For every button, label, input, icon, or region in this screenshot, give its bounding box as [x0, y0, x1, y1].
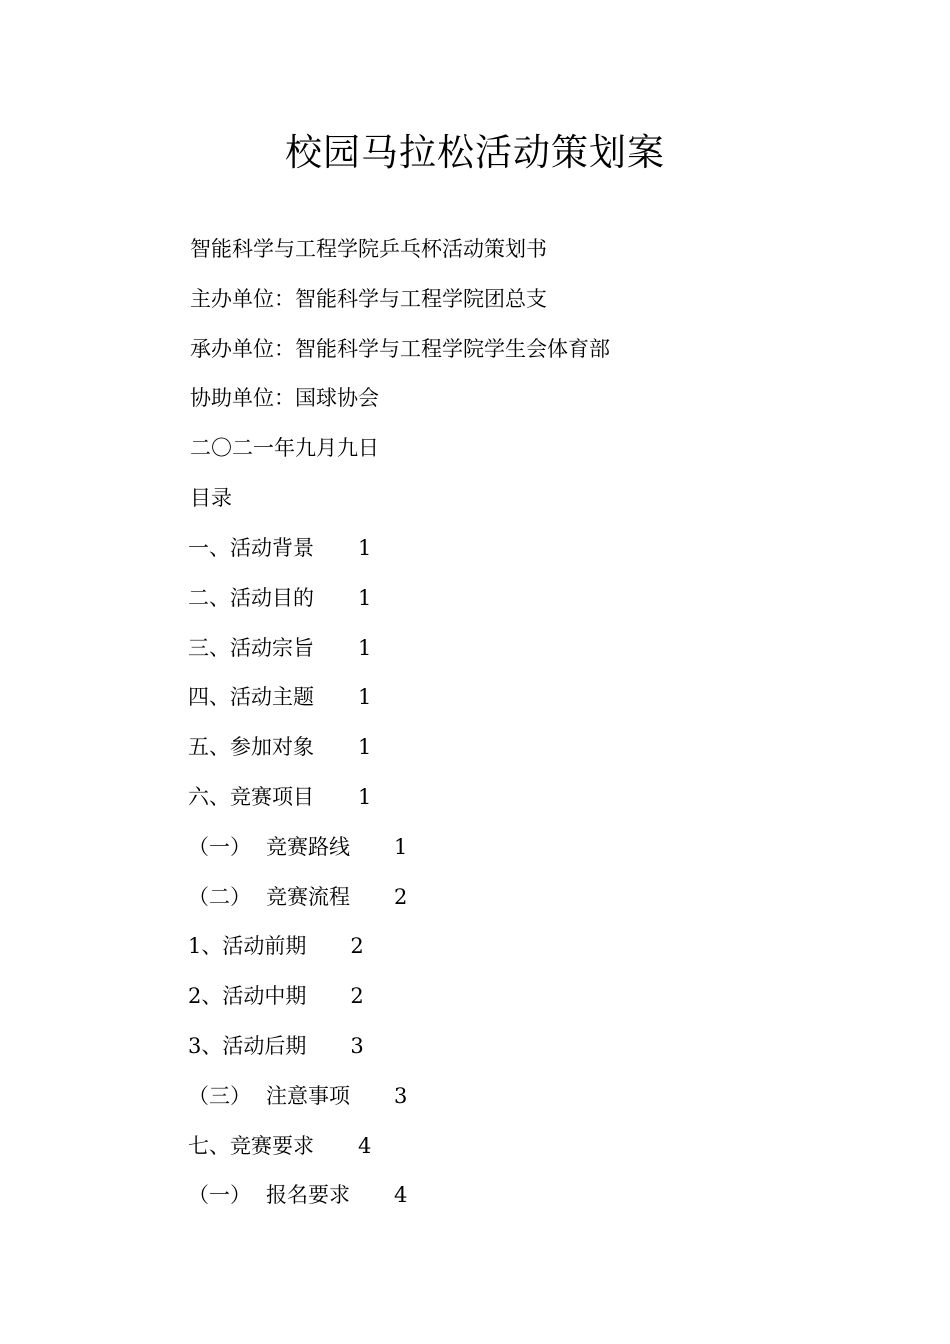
toc-item[interactable]: 六、竞赛项目 1	[188, 773, 888, 823]
assistant-line: 协助单位：国球协会	[190, 386, 379, 411]
toc-page-number: 1	[394, 834, 408, 859]
toc-page-number: 1	[358, 585, 372, 610]
subtitle-line: 智能科学与工程学院乒乓杯活动策划书	[190, 237, 547, 261]
toc-page-number: 4	[358, 1133, 372, 1158]
toc-heading: 目录	[190, 485, 232, 510]
toc-item[interactable]: 一、活动背景 1	[188, 524, 888, 574]
organizer-line: 主办单位：智能科学与工程学院团总支	[190, 286, 547, 311]
toc-item[interactable]: 2、活动中期 2	[188, 972, 888, 1022]
date-line: 二〇二一年九月九日	[190, 436, 379, 461]
toc-item[interactable]: 四、活动主题 1	[188, 673, 888, 723]
toc-item[interactable]: 1、活动前期 2	[188, 922, 888, 972]
toc-page-number: 2	[350, 984, 364, 1009]
toc-item[interactable]: 七、竞赛要求 4	[188, 1122, 888, 1172]
toc-item[interactable]: （一） 报名要求 4	[188, 1171, 888, 1221]
toc-page-number: 1	[358, 685, 372, 710]
toc-page-number: 1	[358, 536, 372, 560]
toc-page-number: 4	[394, 1183, 408, 1208]
document-title: 校园马拉松活动策划案	[285, 131, 665, 174]
toc-page-number: 1	[358, 635, 372, 660]
toc-item[interactable]: （二） 竞赛流程 2	[188, 873, 888, 923]
toc-subsection-number: （一）	[188, 1183, 251, 1208]
toc-subsection-number: （三）	[188, 1083, 251, 1108]
toc-page-number: 1	[358, 735, 372, 760]
host-line: 承办单位：智能科学与工程学院学生会体育部	[190, 336, 610, 361]
table-of-contents	[188, 524, 888, 1221]
toc-item[interactable]: 三、活动宗旨 1	[188, 624, 888, 674]
toc-page-number: 3	[394, 1083, 408, 1108]
toc-item[interactable]: 五、参加对象 1	[188, 723, 888, 773]
toc-page-number: 2	[394, 884, 408, 909]
toc-page-number: 1	[358, 784, 372, 809]
toc-subsection-number: （二）	[188, 884, 251, 909]
document-intro	[190, 225, 890, 524]
toc-item[interactable]: （三） 注意事项 3	[188, 1072, 888, 1122]
toc-subsection-number: （一）	[188, 834, 251, 859]
toc-item[interactable]: 二、活动目的 1	[188, 574, 888, 624]
toc-page-number: 3	[350, 1033, 364, 1058]
toc-item[interactable]: （一） 竞赛路线 1	[188, 823, 888, 873]
toc-item[interactable]: 3、活动后期 3	[188, 1022, 888, 1072]
toc-page-number: 2	[350, 934, 364, 959]
